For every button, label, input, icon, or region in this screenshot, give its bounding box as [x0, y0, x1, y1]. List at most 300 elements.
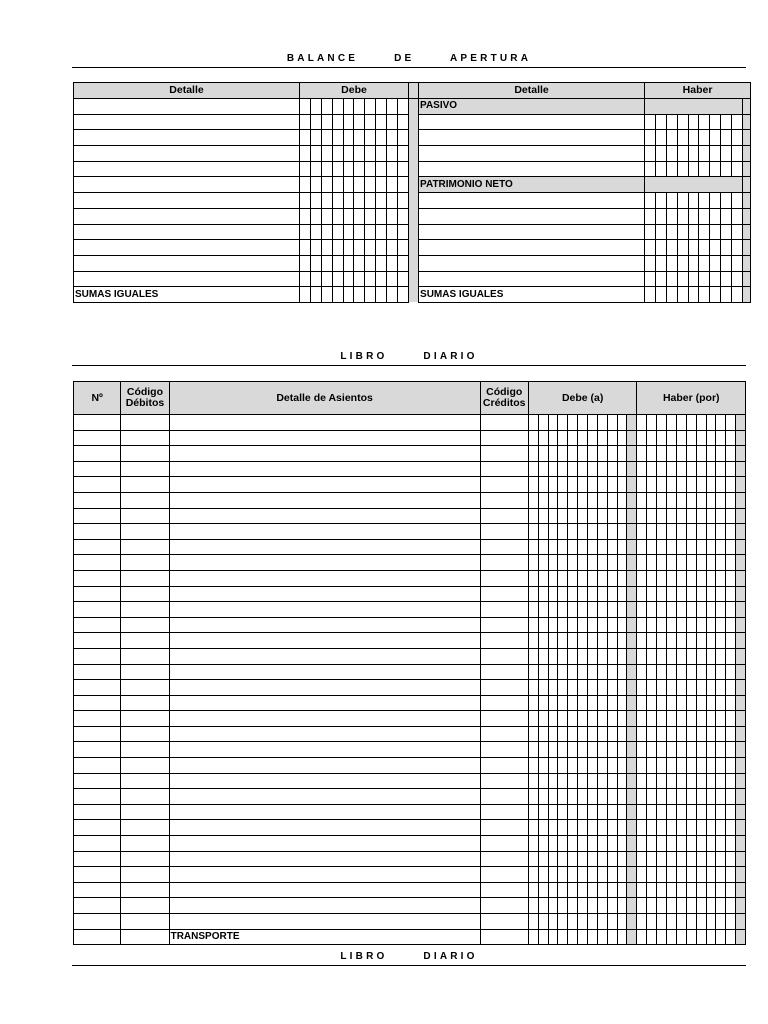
debe-digit-cell — [627, 851, 637, 867]
haber-digit-cell — [657, 867, 667, 883]
debe-digit-cell — [568, 914, 578, 930]
haber-digit-cell — [657, 539, 667, 555]
debe-digit-cell — [588, 602, 598, 618]
haber-digit-cell — [676, 461, 686, 477]
haber-digit-cell — [706, 461, 716, 477]
debe-digit-cell — [617, 633, 627, 649]
haber-section-cell — [645, 99, 743, 115]
detalle-left-cell — [74, 161, 300, 177]
debe-digit-cell — [528, 711, 538, 727]
haber-digit-cell — [657, 898, 667, 914]
debe-digit-cell — [617, 804, 627, 820]
haber-digit-cell — [647, 492, 657, 508]
haber-digit-cell — [676, 664, 686, 680]
debe-digit-cell — [548, 851, 558, 867]
haber-digit-cell — [677, 161, 688, 177]
codigo-debitos-cell — [121, 602, 169, 618]
haber-digit-cell — [716, 851, 726, 867]
numero-cell — [74, 680, 121, 696]
haber-digit-cell — [686, 555, 696, 571]
detalle-right-cell — [419, 208, 645, 224]
haber-digit-cell — [667, 524, 677, 540]
debe-digit-cell — [558, 695, 568, 711]
detalle-asiento-cell — [169, 820, 480, 836]
haber-digit-cell — [726, 461, 736, 477]
debe-digit-cell — [528, 648, 538, 664]
debe-digit-cell — [558, 914, 568, 930]
debe-digit-cell — [538, 586, 548, 602]
haber-digit-cell — [647, 570, 657, 586]
gap-cell — [409, 146, 419, 162]
diario-row — [74, 602, 746, 618]
haber-digit-cell — [645, 193, 656, 209]
debe-digit-cell — [387, 208, 398, 224]
haber-digit-cell — [677, 287, 688, 303]
debe-digit-cell — [578, 430, 588, 446]
haber-digit-cell — [647, 851, 657, 867]
haber-digit-cell — [667, 742, 677, 758]
debe-digit-cell — [597, 461, 607, 477]
haber-digit-cell — [726, 633, 736, 649]
debe-digit-cell — [548, 742, 558, 758]
detalle-asiento-cell — [169, 867, 480, 883]
debe-digit-cell — [354, 177, 365, 193]
haber-digit-cell — [686, 539, 696, 555]
debe-digit-cell — [558, 617, 568, 633]
codigo-debitos-cell — [121, 477, 169, 493]
haber-digit-cell — [637, 664, 647, 680]
numero-cell — [74, 492, 121, 508]
debe-digit-cell — [627, 555, 637, 571]
debe-digit-cell — [568, 726, 578, 742]
debe-digit-cell — [528, 695, 538, 711]
haber-digit-cell — [657, 477, 667, 493]
codigo-creditos-cell — [480, 617, 528, 633]
haber-digit-cell — [726, 898, 736, 914]
haber-digit-cell — [647, 539, 657, 555]
diario-row — [74, 711, 746, 727]
gap-cell — [409, 193, 419, 209]
debe-digit-cell — [588, 461, 598, 477]
haber-digit-cell — [676, 446, 686, 462]
debe-digit-cell — [398, 99, 409, 115]
haber-digit-cell — [647, 648, 657, 664]
haber-digit-cell — [637, 914, 647, 930]
debe-digit-cell — [597, 726, 607, 742]
haber-digit-cell — [676, 492, 686, 508]
debe-digit-cell — [398, 193, 409, 209]
codigo-debitos-cell — [121, 492, 169, 508]
haber-digit-cell — [686, 726, 696, 742]
debe-digit-cell — [548, 929, 558, 945]
numero-cell — [74, 711, 121, 727]
numero-cell — [74, 524, 121, 540]
codigo-creditos-cell — [480, 633, 528, 649]
haber-digit-cell — [676, 726, 686, 742]
haber-digit-cell — [706, 633, 716, 649]
debe-digit-cell — [548, 695, 558, 711]
codigo-creditos-cell — [480, 726, 528, 742]
debe-digit-cell — [617, 570, 627, 586]
debe-digit-cell — [558, 882, 568, 898]
codigo-debitos-cell — [121, 914, 169, 930]
haber-digit-cell — [637, 633, 647, 649]
debe-digit-cell — [310, 114, 321, 130]
debe-digit-cell — [597, 539, 607, 555]
debe-digit-cell — [597, 804, 607, 820]
debe-digit-cell — [538, 555, 548, 571]
debe-digit-cell — [568, 680, 578, 696]
haber-digit-cell — [655, 161, 666, 177]
haber-digit-cell — [655, 130, 666, 146]
haber-digit-cell — [696, 539, 706, 555]
haber-digit-cell — [726, 555, 736, 571]
haber-digit-cell — [686, 415, 696, 431]
haber-digit-cell — [686, 929, 696, 945]
haber-digit-cell — [716, 508, 726, 524]
debe-digit-cell — [558, 773, 568, 789]
haber-digit-cell — [655, 224, 666, 240]
debe-digit-cell — [354, 208, 365, 224]
haber-digit-cell — [676, 804, 686, 820]
debe-digit-cell — [528, 539, 538, 555]
haber-digit-cell — [696, 867, 706, 883]
haber-digit-cell — [686, 773, 696, 789]
debe-digit-cell — [568, 820, 578, 836]
debe-digit-cell — [578, 680, 588, 696]
debe-digit-cell — [578, 914, 588, 930]
header-codigo-debitos: Código Débitos — [121, 382, 169, 415]
debe-digit-cell — [617, 867, 627, 883]
header-detalle-left: Detalle — [74, 83, 300, 99]
numero-cell — [74, 742, 121, 758]
debe-digit-cell — [597, 882, 607, 898]
detalle-left-cell — [74, 255, 300, 271]
debe-digit-cell — [627, 602, 637, 618]
codigo-creditos-cell — [480, 430, 528, 446]
debe-digit-cell — [365, 208, 376, 224]
haber-digit-cell — [688, 146, 699, 162]
debe-digit-cell — [548, 477, 558, 493]
detalle-right-cell — [419, 161, 645, 177]
header-codigo-creditos: Código Créditos — [480, 382, 528, 415]
haber-digit-cell — [721, 271, 732, 287]
debe-digit-cell — [617, 617, 627, 633]
haber-digit-cell — [696, 617, 706, 633]
diario-row — [74, 789, 746, 805]
debe-digit-cell — [558, 711, 568, 727]
haber-digit-cell — [726, 773, 736, 789]
haber-digit-cell — [696, 633, 706, 649]
debe-digit-cell — [597, 742, 607, 758]
debe-digit-cell — [627, 758, 637, 774]
detalle-right-cell — [419, 193, 645, 209]
diario-row — [74, 633, 746, 649]
diario-row — [74, 430, 746, 446]
debe-digit-cell — [617, 836, 627, 852]
detalle-asiento-cell — [169, 602, 480, 618]
debe-digit-cell — [528, 882, 538, 898]
numero-cell — [74, 820, 121, 836]
debe-digit-cell — [558, 586, 568, 602]
numero-cell — [74, 555, 121, 571]
debe-digit-cell — [588, 804, 598, 820]
debe-digit-cell — [597, 570, 607, 586]
debe-digit-cell — [627, 508, 637, 524]
codigo-creditos-cell — [480, 836, 528, 852]
header-haber: Haber — [645, 83, 751, 99]
debe-digit-cell — [548, 882, 558, 898]
haber-digit-cell — [657, 446, 667, 462]
codigo-creditos-cell — [480, 446, 528, 462]
debe-digit-cell — [548, 898, 558, 914]
diario-row — [74, 415, 746, 431]
debe-digit-cell — [387, 130, 398, 146]
debe-digit-cell — [578, 726, 588, 742]
debe-digit-cell — [588, 664, 598, 680]
haber-digit-cell — [696, 586, 706, 602]
debe-digit-cell — [310, 255, 321, 271]
debe-digit-cell — [538, 789, 548, 805]
haber-digit-cell — [716, 882, 726, 898]
haber-digit-cell — [699, 146, 710, 162]
codigo-debitos-cell — [121, 758, 169, 774]
haber-digit-cell — [706, 804, 716, 820]
numero-cell — [74, 929, 121, 945]
debe-digit-cell — [578, 633, 588, 649]
codigo-debitos-cell — [121, 711, 169, 727]
debe-digit-cell — [343, 224, 354, 240]
debe-digit-cell — [607, 492, 617, 508]
detalle-right-cell — [419, 224, 645, 240]
haber-digit-cell — [710, 161, 721, 177]
haber-digit-cell — [696, 836, 706, 852]
detalle-asiento-cell — [169, 726, 480, 742]
codigo-debitos-cell — [121, 430, 169, 446]
debe-digit-cell — [332, 255, 343, 271]
debe-digit-cell — [365, 271, 376, 287]
debe-digit-cell — [538, 742, 548, 758]
haber-digit-cell — [721, 130, 732, 146]
haber-digit-cell — [637, 446, 647, 462]
gap-cell — [409, 271, 419, 287]
debe-digit-cell — [607, 664, 617, 680]
haber-digit-cell — [657, 804, 667, 820]
haber-digit-cell — [706, 711, 716, 727]
debe-digit-cell — [607, 836, 617, 852]
debe-digit-cell — [607, 789, 617, 805]
haber-digit-cell — [657, 929, 667, 945]
debe-digit-cell — [607, 508, 617, 524]
haber-digit-cell — [706, 539, 716, 555]
debe-digit-cell — [365, 130, 376, 146]
debe-digit-cell — [398, 240, 409, 256]
haber-digit-cell — [637, 570, 647, 586]
diario-row — [74, 524, 746, 540]
debe-digit-cell — [588, 586, 598, 602]
numero-cell — [74, 570, 121, 586]
debe-digit-cell — [588, 446, 598, 462]
debe-digit-cell — [568, 508, 578, 524]
haber-digit-cell — [716, 914, 726, 930]
codigo-debitos-cell — [121, 820, 169, 836]
haber-digit-cell — [676, 570, 686, 586]
debe-digit-cell — [568, 524, 578, 540]
debe-digit-cell — [343, 240, 354, 256]
debe-digit-cell — [627, 773, 637, 789]
haber-digit-cell — [657, 586, 667, 602]
haber-digit-cell — [696, 508, 706, 524]
debe-digit-cell — [538, 914, 548, 930]
haber-digit-cell — [657, 836, 667, 852]
haber-digit-cell — [696, 742, 706, 758]
debe-digit-cell — [300, 99, 311, 115]
debe-digit-cell — [578, 758, 588, 774]
haber-digit-cell — [647, 446, 657, 462]
haber-digit-cell — [696, 789, 706, 805]
debe-digit-cell — [578, 929, 588, 945]
haber-digit-cell — [699, 193, 710, 209]
debe-digit-cell — [528, 804, 538, 820]
debe-digit-cell — [588, 430, 598, 446]
haber-digit-cell — [696, 461, 706, 477]
haber-digit-cell — [676, 851, 686, 867]
debe-digit-cell — [300, 240, 311, 256]
haber-digit-cell — [637, 742, 647, 758]
debe-digit-cell — [578, 742, 588, 758]
codigo-debitos-cell — [121, 804, 169, 820]
debe-digit-cell — [300, 193, 311, 209]
haber-digit-cell — [637, 929, 647, 945]
debe-digit-cell — [310, 130, 321, 146]
debe-digit-cell — [376, 271, 387, 287]
haber-digit-cell — [710, 114, 721, 130]
haber-digit-cell — [696, 446, 706, 462]
haber-digit-cell — [637, 836, 647, 852]
debe-digit-cell — [627, 617, 637, 633]
haber-digit-cell — [667, 586, 677, 602]
detalle-asiento-cell — [169, 664, 480, 680]
haber-digit-cell — [667, 461, 677, 477]
codigo-debitos-cell — [121, 664, 169, 680]
haber-digit-cell — [647, 820, 657, 836]
debe-digit-cell — [588, 758, 598, 774]
debe-digit-cell — [617, 711, 627, 727]
diario-row — [74, 929, 746, 945]
header-haber-por: Haber (por) — [637, 382, 746, 415]
haber-digit-cell — [743, 271, 751, 287]
haber-digit-cell — [716, 898, 726, 914]
debe-digit-cell — [300, 130, 311, 146]
gap-cell — [409, 287, 419, 303]
codigo-creditos-cell — [480, 555, 528, 571]
haber-digit-cell — [645, 130, 656, 146]
haber-digit-cell — [647, 508, 657, 524]
haber-digit-cell — [686, 742, 696, 758]
debe-digit-cell — [568, 492, 578, 508]
haber-digit-cell — [706, 695, 716, 711]
haber-digit-cell — [676, 508, 686, 524]
haber-digit-cell — [736, 898, 746, 914]
numero-cell — [74, 664, 121, 680]
debe-digit-cell — [558, 415, 568, 431]
debe-digit-cell — [343, 193, 354, 209]
haber-digit-cell — [666, 146, 677, 162]
debe-digit-cell — [607, 555, 617, 571]
debe-digit-cell — [558, 758, 568, 774]
haber-digit-cell — [676, 617, 686, 633]
debe-digit-cell — [387, 99, 398, 115]
debe-digit-cell — [568, 851, 578, 867]
haber-digit-cell — [637, 477, 647, 493]
haber-digit-cell — [706, 446, 716, 462]
debe-digit-cell — [607, 711, 617, 727]
debe-digit-cell — [548, 758, 558, 774]
debe-digit-cell — [538, 602, 548, 618]
codigo-debitos-cell — [121, 773, 169, 789]
detalle-asiento-cell — [169, 648, 480, 664]
haber-digit-cell — [637, 820, 647, 836]
debe-digit-cell — [538, 492, 548, 508]
debe-digit-cell — [343, 114, 354, 130]
haber-digit-cell — [686, 711, 696, 727]
debe-digit-cell — [343, 287, 354, 303]
codigo-debitos-cell — [121, 648, 169, 664]
haber-digit-cell — [647, 617, 657, 633]
haber-digit-cell — [699, 287, 710, 303]
haber-digit-cell — [676, 758, 686, 774]
codigo-creditos-cell — [480, 867, 528, 883]
debe-digit-cell — [538, 882, 548, 898]
codigo-creditos-cell — [480, 882, 528, 898]
diario-row — [74, 492, 746, 508]
debe-digit-cell — [528, 524, 538, 540]
debe-digit-cell — [376, 193, 387, 209]
debe-digit-cell — [387, 255, 398, 271]
balance-row — [74, 99, 751, 115]
haber-digit-cell — [637, 882, 647, 898]
haber-digit-cell — [736, 461, 746, 477]
debe-digit-cell — [538, 633, 548, 649]
haber-digit-cell — [686, 851, 696, 867]
debe-digit-cell — [578, 508, 588, 524]
diario-title: LIBRO DIARIO — [340, 351, 478, 362]
haber-digit-cell — [726, 711, 736, 727]
haber-digit-cell — [676, 882, 686, 898]
haber-digit-cell — [647, 680, 657, 696]
debe-digit-cell — [588, 820, 598, 836]
haber-digit-cell — [667, 804, 677, 820]
codigo-debitos-cell — [121, 898, 169, 914]
debe-digit-cell — [332, 146, 343, 162]
haber-digit-cell — [696, 570, 706, 586]
debe-digit-cell — [332, 177, 343, 193]
debe-digit-cell — [343, 255, 354, 271]
haber-digit-cell — [647, 415, 657, 431]
debe-digit-cell — [548, 820, 558, 836]
debe-digit-cell — [588, 477, 598, 493]
codigo-creditos-cell — [480, 415, 528, 431]
debe-digit-cell — [588, 711, 598, 727]
debe-digit-cell — [310, 240, 321, 256]
detalle-asiento-cell — [169, 446, 480, 462]
debe-digit-cell — [627, 524, 637, 540]
debe-digit-cell — [597, 617, 607, 633]
haber-digit-cell — [736, 633, 746, 649]
debe-digit-cell — [538, 664, 548, 680]
debe-digit-cell — [558, 602, 568, 618]
debe-digit-cell — [387, 240, 398, 256]
